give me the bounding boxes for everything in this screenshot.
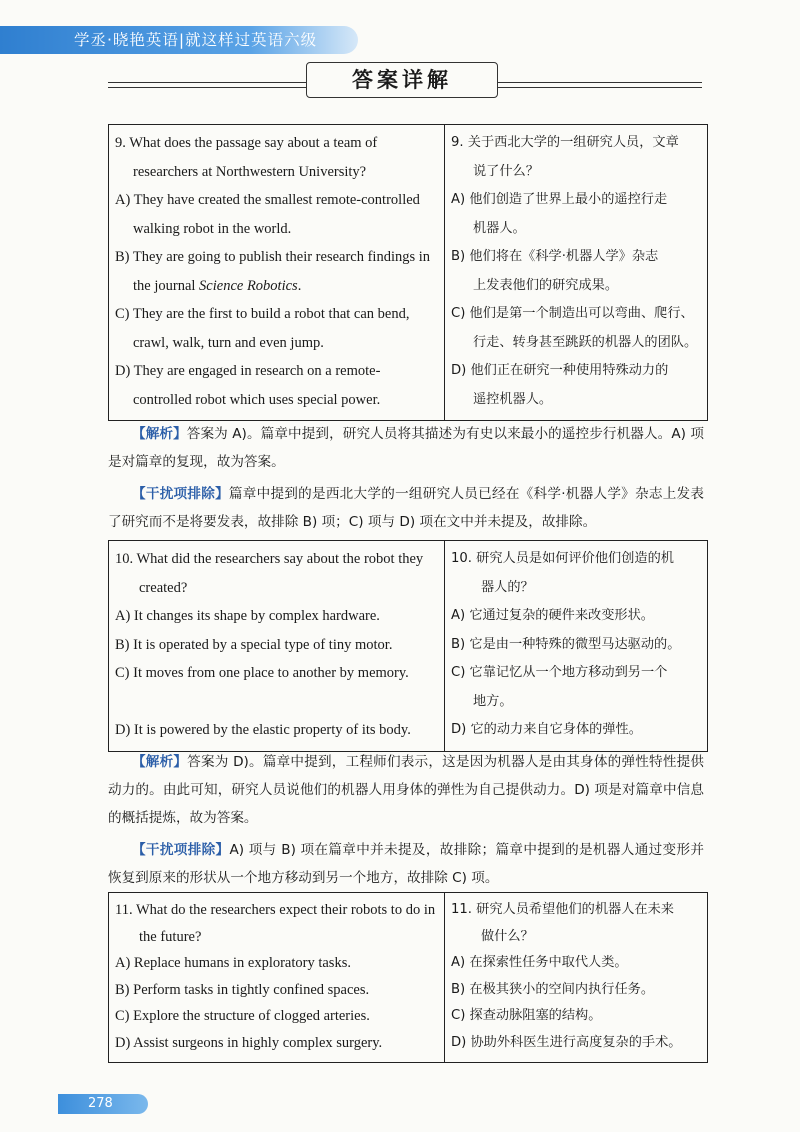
q10-analysis: 【解析】答案为 D)。篇章中提到，工程师们表示，这是因为机器人是由其身体的弹性特性提供动力的。由此可知，研究人员说他们的机器人用身体的弹性为自己提供动力。D) 项是对篇章中信息的概括提炼，故为答案。: [108, 754, 704, 826]
series-banner: [0, 26, 358, 54]
question-11-table: [108, 892, 708, 1063]
q9-en-option-c: C) They are the first to build a robot that can bend,: [115, 306, 410, 322]
q10-english-cell: 10. What did the researchers say about the robot they created? A) It changes its shape by complex hardware. B) It is operated by a special type of tiny motor. C) It moves from one place to another by memory. D) It is powered by the elastic property of its body.: [109, 541, 445, 752]
q10-zh-option-d: D) 它的动力来自它身体的弹性。: [451, 722, 642, 737]
series-title: 学丞·晓艳英语|就这样过英语六级: [74, 31, 318, 49]
question-10-table: [108, 540, 708, 752]
q9-distractor-elimination: 【干扰项排除】篇章中提到的是西北大学的一组研究人员已经在《科学·机器人学》杂志上发表了研究而不是将要发表，故排除 B) 项；C) 项与 D) 项在文中并未提及，故排除。: [108, 486, 704, 530]
q9-zh-question: 9. 关于西北大学的一组研究人员，文章: [451, 135, 679, 150]
distractor-tag: 【干扰项排除】: [132, 842, 230, 858]
q10-en-option-b: B) It is operated by a special type of tiny motor.: [115, 636, 393, 653]
section-header: [108, 62, 702, 102]
q9-en-option-a: A) They have created the smallest remote-controlled: [115, 192, 420, 208]
q10-zh-question: 10. 研究人员是如何评价他们创造的机: [451, 551, 674, 566]
q9-en-option-d: D) They are engaged in research on a remote-: [115, 363, 381, 379]
q10-zh-option-a: A) 它通过复杂的硬件来改变形状。: [451, 608, 654, 623]
q9-chinese-cell: 9. 关于西北大学的一组研究人员，文章 说了什么？ A) 他们创造了世界上最小的遥控行走 机器人。 B) 他们将在《科学·机器人学》杂志 上发表他们的研究成果。 C) 他们是第一个制造出可以弯曲、爬行、 行走、转身甚至跳跃的机器人的团队。 D) 他们正在研究一种使用特殊动力的 遥控机器人。: [445, 125, 708, 421]
q10-en-question: 10. What did the researchers say about the robot they: [115, 551, 424, 567]
q11-en-option-a: A) Replace humans in exploratory tasks.: [115, 955, 351, 971]
q11-chinese-cell: 11. 研究人员希望他们的机器人在未来 做什么？ A) 在探索性任务中取代人类。 B) 在极其狭小的空间内执行任务。 C) 探查动脉阻塞的结构。 D) 协助外科医生进行高度复杂的手术。: [445, 893, 708, 1063]
q11-zh-option-b: B) 在极其狭小的空间内执行任务。: [451, 981, 655, 997]
q11-zh-option-a: A) 在探索性任务中取代人类。: [451, 955, 628, 970]
distractor-tag: 【干扰项排除】: [132, 486, 229, 502]
analysis-tag: 【解析】: [132, 426, 187, 442]
q9-zh-option-d: D) 他们正在研究一种使用特殊动力的: [451, 363, 669, 378]
q9-analysis: 【解析】答案为 A)。篇章中提到，研究人员将其描述为有史以来最小的遥控步行机器人。A) 项是对篇章的复现，故为答案。: [108, 426, 704, 470]
q11-en-option-d: D) Assist surgeons in highly complex surgery.: [115, 1034, 383, 1051]
q10-en-option-c: C) It moves from one place to another by memory.: [115, 665, 409, 681]
q11-en-option-c: C) Explore the structure of clogged arteries.: [115, 1008, 370, 1024]
q10-zh-option-b: B) 它是由一种特殊的微型马达驱动的。: [451, 636, 681, 652]
page-number: 278: [58, 1094, 148, 1114]
q11-zh-option-c: C) 探查动脉阻塞的结构。: [451, 1008, 602, 1023]
q10-en-option-d: D) It is powered by the elastic property of its body.: [115, 722, 411, 738]
q11-zh-option-d: D) 协助外科医生进行高度复杂的手术。: [451, 1034, 682, 1050]
q9-zh-option-c: C) 他们是第一个制造出可以弯曲、爬行、: [451, 306, 694, 321]
q9-en-option-b: B) They are going to publish their research findings in: [115, 249, 431, 265]
q11-english-cell: 11. What do the researchers expect their robots to do in the future? A) Replace humans in exploratory tasks. B) Perform tasks in tightly confined spaces. C) Explore the structure of clogged arteries. D) Assist surgeons in highly complex surgery.: [109, 893, 445, 1063]
section-title: 答案详解: [306, 62, 498, 98]
q10-chinese-cell: 10. 研究人员是如何评价他们创造的机 器人的？ A) 它通过复杂的硬件来改变形状。 B) 它是由一种特殊的微型马达驱动的。 C) 它靠记忆从一个地方移动到另一个 地方。 D) 它的动力来自它身体的弹性。: [445, 541, 708, 752]
q11-en-option-b: B) Perform tasks in tightly confined spaces.: [115, 981, 370, 998]
q10-distractor-elimination: 【干扰项排除】A) 项与 B) 项在篇章中并未提及，故排除；篇章中提到的是机器人通过变形并恢复到原来的形状从一个地方移动到另一个地方，故排除 C) 项。: [108, 842, 705, 886]
q9-en-question: 9. What does the passage say about a team of: [115, 135, 378, 151]
q10-zh-option-c: C) 它靠记忆从一个地方移动到另一个: [451, 665, 668, 680]
analysis-tag: 【解析】: [132, 754, 188, 770]
question-9-table: [108, 124, 708, 421]
q10-en-option-a: A) It changes its shape by complex hardware.: [115, 608, 380, 624]
q11-zh-question: 11. 研究人员希望他们的机器人在未来: [451, 902, 674, 917]
q9-zh-option-a: A) 他们创造了世界上最小的遥控行走: [451, 192, 668, 207]
q9-zh-option-b: B) 他们将在《科学·机器人学》杂志: [451, 249, 659, 264]
q11-en-question: 11. What do the researchers expect their robots to do in: [115, 902, 436, 918]
q9-english-cell: 9. What does the passage say about a team of researchers at Northwestern University? A) They have created the smallest remote-controlled walking robot in the world. B) They are going to publish their research findings in the journal Science Robotics. C) They are the first to build a robot that can bend, crawl, walk, turn and even jump. D) They are engaged in research on a remote- controlled robot which uses special power.: [109, 125, 445, 421]
